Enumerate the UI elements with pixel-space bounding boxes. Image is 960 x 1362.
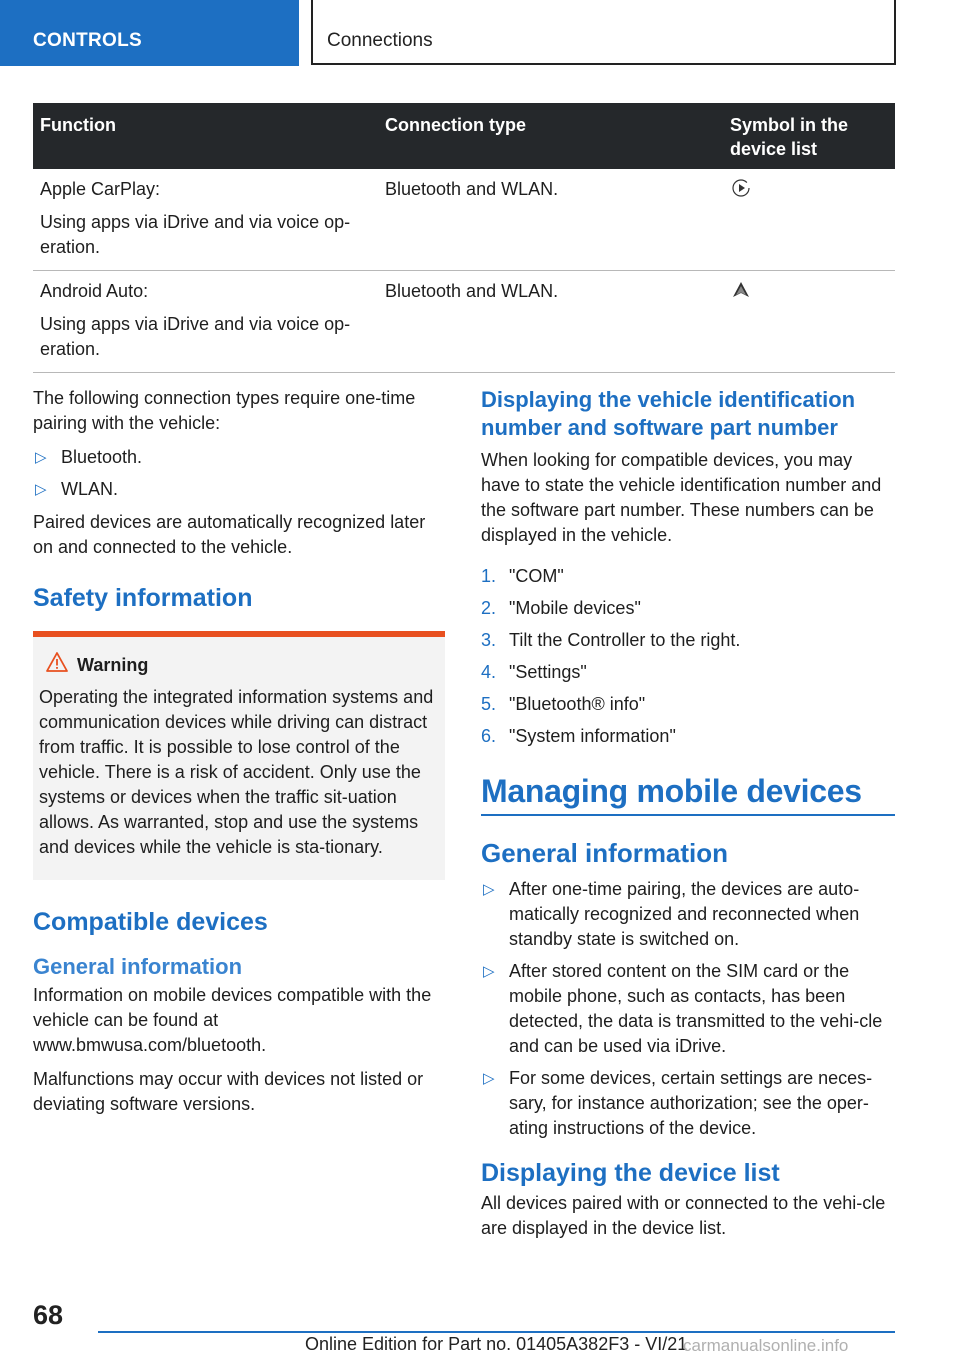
- table-header-row: [33, 103, 895, 169]
- list-item: ▷ Bluetooth.: [33, 445, 445, 470]
- warning-text: Operating the integrated information systems and communication devices while driving can distract from traffic. It is possible to lose control of the vehicle. There is a risk of accident. Only use the systems or devices when the traffic sit-uation allows. As warranted, stop and use the systems and devices while the vehicle is sta-tionary.: [39, 687, 434, 857]
- triangle-bullet-icon: ▷: [35, 481, 47, 498]
- managing-heading: Managing mobile devices: [481, 773, 895, 816]
- warning-triangle-icon: [45, 651, 69, 673]
- table-header-function: Function: [33, 103, 378, 169]
- list-item: 3. Tilt the Controller to the right.: [481, 630, 741, 650]
- device-list-heading: Displaying the device list: [481, 1159, 780, 1187]
- chapter-title: Connections: [311, 0, 896, 65]
- table-row: [33, 271, 895, 373]
- list-item: 2. "Mobile devices": [481, 598, 641, 618]
- table-row: [33, 169, 895, 271]
- general-info-heading-right: General information: [481, 838, 729, 868]
- right-column: [481, 386, 895, 1250]
- function-name: Android Auto:: [40, 281, 149, 301]
- triangle-bullet-icon: ▷: [483, 1070, 495, 1087]
- warning-box: [33, 631, 445, 880]
- triangle-bullet-icon: ▷: [35, 449, 47, 466]
- list-item: 4. "Settings": [481, 662, 587, 682]
- section-tab: CONTROLS: [0, 0, 299, 66]
- general-info-list: [481, 877, 895, 1141]
- list-item: 6. "System information": [481, 726, 676, 746]
- list-item: ▷ After stored content on the SIM card or the mobile phone, such as contacts, has been detected, the data is transmitted to the vehi-cle and can be used via iDrive.: [483, 961, 883, 1056]
- list-item: 5. "Bluetooth® info": [481, 694, 646, 714]
- malfunction-text: Malfunctions may occur with devices not listed or deviating software versions.: [33, 1069, 424, 1114]
- function-name: Apple CarPlay:: [40, 179, 161, 199]
- safety-heading: Safety information: [33, 584, 253, 612]
- watermark: carmanualsonline.info: [683, 1336, 849, 1355]
- android-auto-icon: [730, 279, 752, 301]
- edition-text: Online Edition for Part no. 01405A382F3 - VI/21: [305, 1334, 688, 1354]
- list-item: ▷ After one-time pairing, the devices are auto-matically recognized and reconnected when standby state is switched on.: [483, 879, 860, 949]
- connection-table: [33, 103, 895, 373]
- general-info-text: Information on mobile devices compatible with the vehicle can be found at www.bmwusa.com/bluetooth.: [33, 985, 432, 1055]
- connection-type: Bluetooth and WLAN.: [378, 169, 723, 271]
- triangle-bullet-icon: ▷: [483, 963, 495, 980]
- vin-heading: Displaying the vehicle identification number and software part number: [481, 387, 856, 440]
- list-item: ▷ For some devices, certain settings are neces-sary, for instance authorization; see the oper-ating instructions of the device.: [483, 1068, 873, 1138]
- triangle-bullet-icon: ▷: [483, 881, 495, 898]
- list-item: ▷ WLAN.: [33, 477, 445, 502]
- function-desc: Using apps via iDrive and via voice op-eration.: [40, 212, 351, 257]
- page-number: 68: [33, 1300, 64, 1330]
- steps-list: [481, 564, 895, 749]
- list-item: 1. "COM": [481, 566, 564, 586]
- left-column: [33, 386, 445, 1126]
- vin-text: When looking for compatible devices, you may have to state the vehicle identification number and the software part number. These numbers can be displayed in the vehicle.: [481, 450, 882, 545]
- connection-type: Bluetooth and WLAN.: [378, 271, 723, 373]
- footer-divider: [98, 1331, 895, 1333]
- pairing-list: [33, 445, 445, 502]
- table-header-symbol: Symbol in the device list: [723, 103, 895, 169]
- device-list-text: All devices paired with or connected to the vehi-cle are displayed in the device list.: [481, 1193, 886, 1238]
- paired-note: Paired devices are automatically recognized later on and connected to the vehicle.: [33, 512, 426, 557]
- pairing-intro: The following connection types require one-time pairing with the vehicle:: [33, 388, 416, 433]
- carplay-icon: [730, 177, 752, 199]
- warning-title: Warning: [77, 655, 149, 675]
- compatible-heading: Compatible devices: [33, 908, 268, 936]
- table-header-connection: Connection type: [378, 103, 723, 169]
- general-info-heading: General information: [33, 954, 243, 979]
- function-desc: Using apps via iDrive and via voice op-eration.: [40, 314, 351, 359]
